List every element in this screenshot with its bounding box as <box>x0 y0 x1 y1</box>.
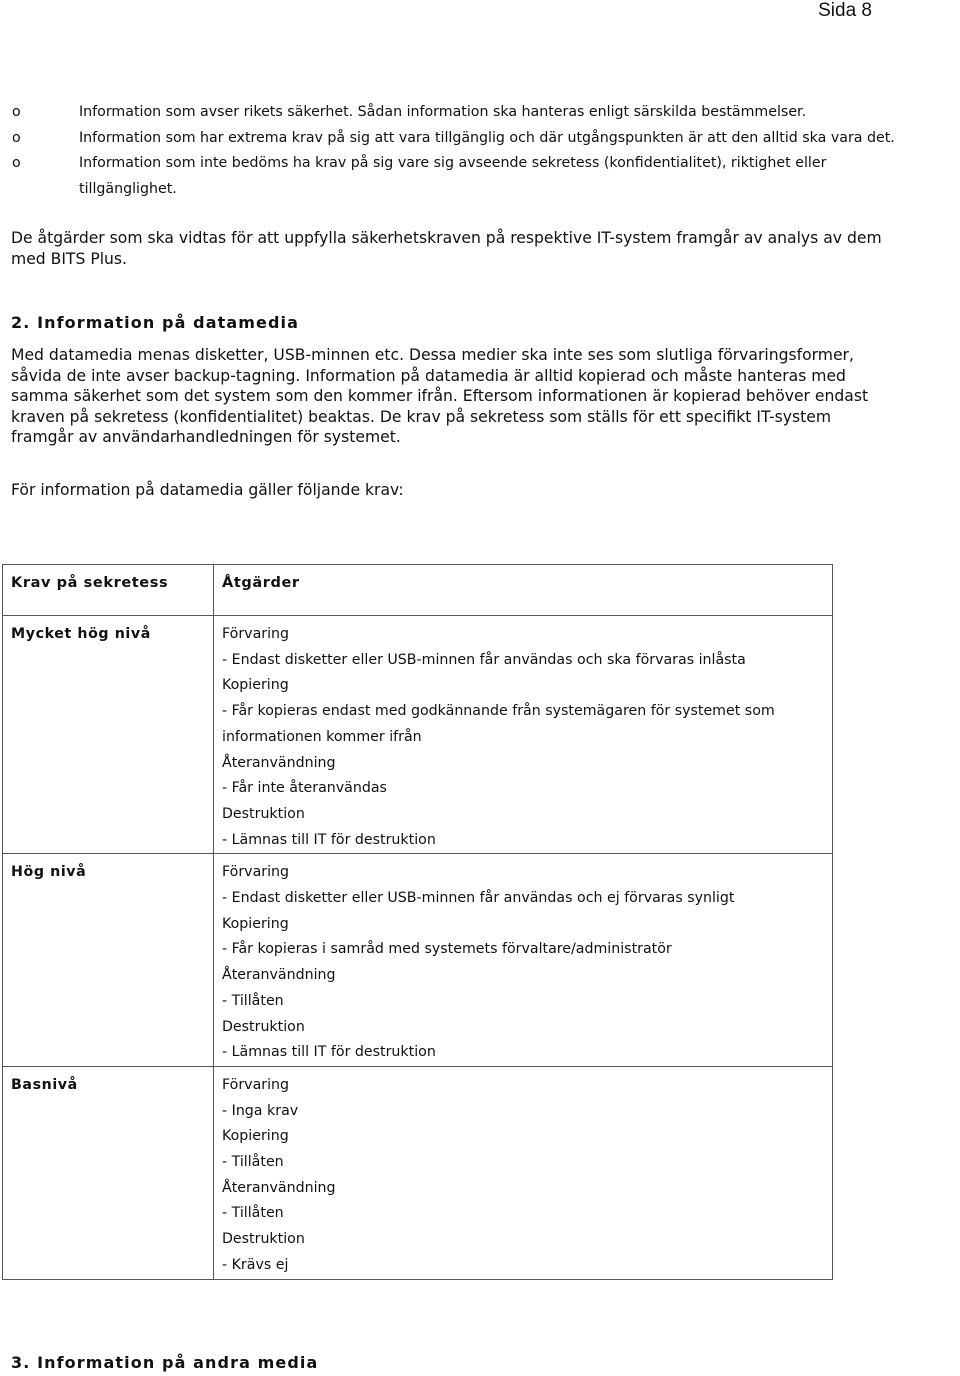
table-row <box>3 1066 833 1279</box>
action-category: Återanvändning <box>222 1179 336 1196</box>
table-header-cell <box>3 565 214 616</box>
section-2-lead: För information på datamedia gäller följande krav: <box>11 481 404 499</box>
bullet-marker: o <box>12 129 21 146</box>
action-detail: - Endast disketter eller USB-minnen får användas och ska förvaras inlåsta <box>222 651 746 668</box>
action-category: Återanvändning <box>222 967 336 984</box>
action-category: Kopiering <box>222 915 289 932</box>
action-category: Destruktion <box>222 1018 305 1035</box>
level-label: Basnivå <box>11 1076 78 1093</box>
action-detail: - Endast disketter eller USB-minnen får användas och ej förvaras synligt <box>222 890 735 907</box>
action-category: Destruktion <box>222 805 305 822</box>
actions-cell <box>214 854 833 1067</box>
action-detail: - Inga krav <box>222 1102 299 1119</box>
bullet-text: Information som avser rikets säkerhet. Sådan information ska hanteras enligt särskilda bestämmelser. <box>79 104 807 120</box>
level-label: Hög nivå <box>11 864 87 881</box>
actions-cell <box>214 1066 833 1279</box>
action-detail: - Tillåten <box>222 1154 284 1171</box>
table-row <box>3 616 833 854</box>
action-category: Destruktion <box>222 1231 305 1248</box>
level-cell <box>3 854 214 1067</box>
action-detail: - Lämnas till IT för destruktion <box>222 831 436 848</box>
level-label: Mycket hög nivå <box>11 626 151 642</box>
bullet-marker: o <box>12 104 21 120</box>
action-detail: - Får inte återanvändas <box>222 780 387 797</box>
requirements-table <box>2 564 833 1280</box>
section-2-paragraph: Med datamedia menas disketter, USB-minnen etc. Dessa medier ska inte ses som slutliga förvaringsformer, såvida de inte avser backup-tagning. Information på datamedia är alltid kopierad och måste hanteras med samma säkerhet som det system som den kommer ifrån. Eftersom informationen är kopierad behöver endast kraven på sekretess (konfidentialitet) beaktas. De krav på sekretess som ställs för ett specifikt IT-system framgår av användarhandledningen för systemet. <box>11 346 869 447</box>
action-detail: - Tillåten <box>222 992 284 1009</box>
page-number: Sida 8 <box>818 0 872 21</box>
bullet-text: Information som har extrema krav på sig att vara tillgänglig och där utgångspunkten är att den alltid ska vara det. <box>79 129 895 146</box>
header-label-level: Krav på sekretess <box>11 575 169 591</box>
header-label-actions: Åtgärder <box>222 575 300 591</box>
action-category: Kopiering <box>222 677 289 694</box>
bullet-text: Information som inte bedöms ha krav på sig vare sig avseende sekretess (konfidentialitet), riktighet eller tillgänglighet. <box>79 155 827 197</box>
action-category: Förvaring <box>222 864 290 881</box>
action-category: Kopiering <box>222 1128 289 1145</box>
list-item <box>12 151 912 202</box>
action-detail: - Får kopieras endast med godkännande från systemägaren för systemet som informationen kommer ifrån <box>222 703 775 745</box>
table-row <box>3 854 833 1067</box>
table-header-row <box>3 565 833 616</box>
table-header-cell <box>214 565 833 616</box>
action-detail: - Lämnas till IT för destruktion <box>222 1044 436 1061</box>
section-3-heading: 3. Information på andra media <box>11 1353 319 1372</box>
intro-paragraph: De åtgärder som ska vidtas för att uppfylla säkerhetskraven på respektive IT-system framgår av analys av dem med BITS Plus. <box>11 229 882 268</box>
list-item <box>12 126 912 152</box>
action-category: Förvaring <box>222 626 290 642</box>
list-item <box>12 100 912 126</box>
action-detail: - Tillåten <box>222 1205 284 1222</box>
section-2-heading: 2. Information på datamedia <box>11 313 299 332</box>
bullet-marker: o <box>12 155 21 171</box>
level-cell <box>3 1066 214 1279</box>
action-detail: - Krävs ej <box>222 1256 289 1273</box>
bullet-list <box>12 100 912 202</box>
actions-cell <box>214 616 833 854</box>
level-cell <box>3 616 214 854</box>
action-category: Förvaring <box>222 1076 290 1093</box>
action-detail: - Får kopieras i samråd med systemets förvaltare/administratör <box>222 941 672 958</box>
action-category: Återanvändning <box>222 754 336 771</box>
